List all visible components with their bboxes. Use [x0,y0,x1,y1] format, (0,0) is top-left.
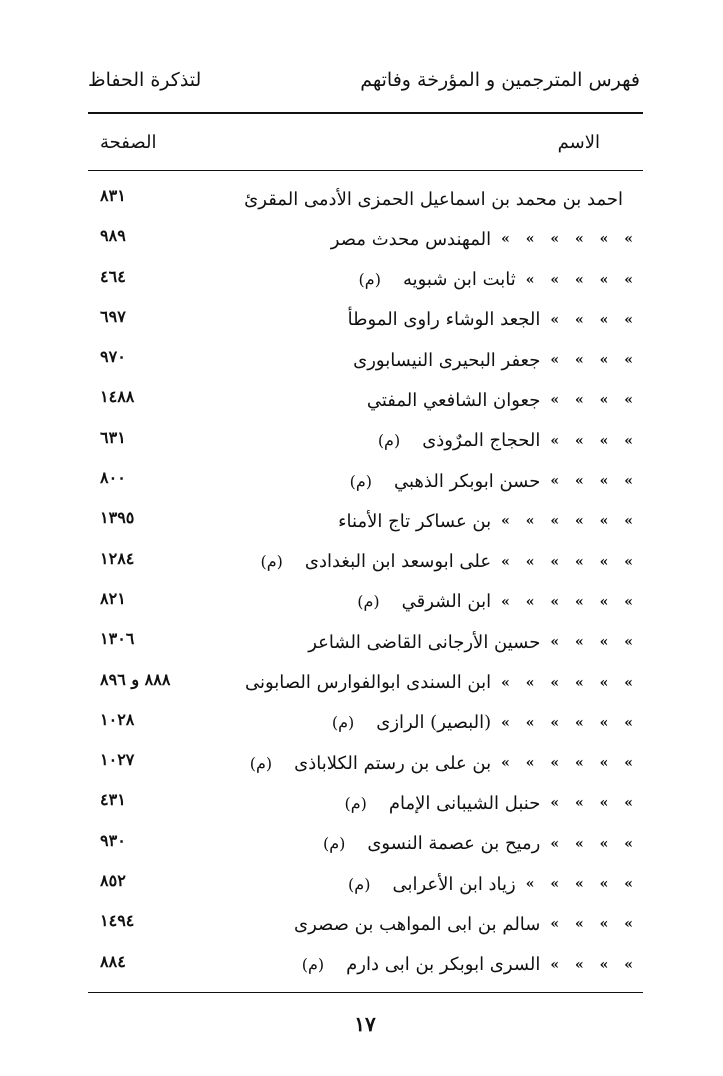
entry-name-cell [183,383,633,417]
ditto-marks: » » » » » » [501,231,633,248]
running-head-left: لتذكرة الحفاظ [88,69,202,91]
entry-page: ٦٣١ [100,427,126,447]
column-header-page: الصفحة [100,131,157,153]
entry-name: سالم بن ابى المواهب بن صصرى [294,913,541,935]
header-rule [88,112,643,114]
table-row [0,180,723,220]
index-table [0,180,723,986]
entry-page: ٨٨٨ و ٨٩٦ [100,669,171,689]
entry-name: الحجاج المرٌوذى [422,430,541,452]
ditto-marks: » » » » [550,311,633,328]
ditto-marks: » » » » [550,835,633,852]
entry-name: ثابت ابن شبويه [402,269,516,291]
entry-name: جعفر البحيرى النيسابورى [353,349,541,371]
entry-page: ١٠٢٨ [100,709,135,729]
entry-page: ٦٩٧ [100,306,126,326]
entry-page: ٩٧٠ [100,347,126,367]
ditto-marks: » » » » [550,392,633,409]
entry-mark: (م) [357,592,380,612]
entry-name: (البصير) الرازى [376,712,492,734]
entry-name-cell [183,343,633,377]
table-row [0,784,723,824]
entry-name-cell [183,303,633,337]
ditto-marks: » » » » [550,352,633,369]
table-row [0,261,723,301]
ditto-marks: » » » » » » [501,755,633,772]
entry-name-cell [183,585,633,619]
entry-page: ٤٦٤ [100,266,126,286]
entry-name: احمد بن محمد بن اسماعيل الحمزى الأدمى المقرئ [244,188,623,210]
ditto-marks: » » » » [550,795,633,812]
entry-mark: (م) [260,552,283,572]
table-row [0,462,723,502]
entry-name: زياد ابن الأعرابى [392,873,516,895]
entry-name-cell [183,222,633,256]
entry-page: ٨٨٤ [100,951,126,971]
entry-page: ٨٥٢ [100,871,126,891]
entry-name: ابن السندى ابوالفوارس الصابونى [244,672,492,694]
entry-mark: (م) [331,713,355,733]
entry-name-cell [183,263,633,297]
entry-page: ١٣٠٦ [100,629,135,649]
table-row [0,825,723,865]
table-row [0,946,723,986]
table-row [0,381,723,421]
entry-name-cell [183,504,633,538]
entry-mark: (م) [344,793,367,813]
ditto-marks: » » » » » [525,876,633,893]
ditto-marks: » » » » » [525,271,633,288]
ditto-marks: » » » » » » [501,593,633,610]
table-row [0,865,723,905]
table-row [0,220,723,260]
entry-page: ١٢٨٤ [100,548,135,568]
ditto-marks: » » » » » » [501,513,633,530]
entry-name-cell [183,786,633,820]
entry-name-cell [183,827,633,861]
ditto-marks: » » » » » » [501,714,633,731]
entry-mark: (م) [249,753,273,773]
ditto-marks: » » » » » » [501,553,633,570]
entry-name-cell [183,182,633,216]
entry-name-cell [183,706,633,740]
entry-name: حنبل الشيبانى الإمام [388,792,541,814]
entry-name-cell [183,948,633,982]
table-row [0,664,723,704]
table-row [0,341,723,381]
entry-name-cell [183,464,633,498]
entry-name: بن على بن رستم الكلاباذى [294,752,492,774]
ditto-marks: » » » » » » [501,674,633,691]
ditto-marks: » » » » [550,473,633,490]
entry-page: ١٤٩٤ [100,911,135,931]
entry-mark: (م) [348,874,371,894]
entry-page: ٨٢١ [100,588,126,608]
entry-name: جعوان الشافعي المفتي [366,389,541,411]
entry-page: ٩٣٠ [100,830,126,850]
entry-name: بن عساكر تاج الأمناء [338,510,492,532]
running-head-right: فهرس المترجمين و المؤرخة وفاتهم [360,69,640,91]
footer-rule [88,992,643,993]
entry-name: على ابوسعد ابن البغدادى [304,551,492,573]
column-header-rule [88,170,643,171]
table-row [0,543,723,583]
entry-page: ١٠٢٧ [100,750,135,770]
ditto-marks: » » » » [550,432,633,449]
ditto-marks: » » » » [550,916,633,933]
entry-name-cell [183,545,633,579]
entry-name: ابن الشرقي [401,591,492,613]
table-row [0,301,723,341]
entry-mark: (م) [301,955,325,975]
ditto-marks: » » » » [550,956,633,973]
table-row [0,704,723,744]
entry-name-cell [183,907,633,941]
entry-name: الجعد الوشاء راوى الموطأ [347,309,541,331]
entry-name-cell [183,666,633,700]
entry-name: حسن ابوبكر الذهبي [393,470,541,492]
entry-page: ٤٣١ [100,790,126,810]
table-row [0,583,723,623]
table-row [0,623,723,663]
entry-name-cell [183,867,633,901]
entry-name-cell [183,625,633,659]
entry-mark: (م) [322,834,346,854]
entry-page: ١٣٩٥ [100,508,135,528]
column-headers [100,124,600,160]
entry-mark: (م) [358,270,381,290]
entry-page: ٨٠٠ [100,468,126,488]
entry-name: حسين الأرجانى القاضى الشاعر [308,631,541,653]
column-header-name: الاسم [557,131,600,153]
entry-name: المهندس محدث مصر [330,228,492,250]
table-row [0,744,723,784]
entry-page: ٨٣١ [100,186,126,205]
entry-name-cell [183,424,633,458]
entry-name: رميح بن عصمة النسوى [367,833,541,855]
entry-mark: (م) [377,431,401,451]
table-row [0,502,723,542]
running-head [88,62,640,98]
table-row [0,422,723,462]
entry-page: ١٤٨٨ [100,387,135,407]
table-row [0,905,723,945]
page-number: ١٧ [354,1012,376,1036]
entry-mark: (م) [349,471,372,491]
ditto-marks: » » » » [550,634,633,651]
entry-page: ٩٨٩ [100,226,126,246]
entry-name: السرى ابوبكر بن ابى دارم [346,954,541,976]
entry-name-cell [183,746,633,780]
